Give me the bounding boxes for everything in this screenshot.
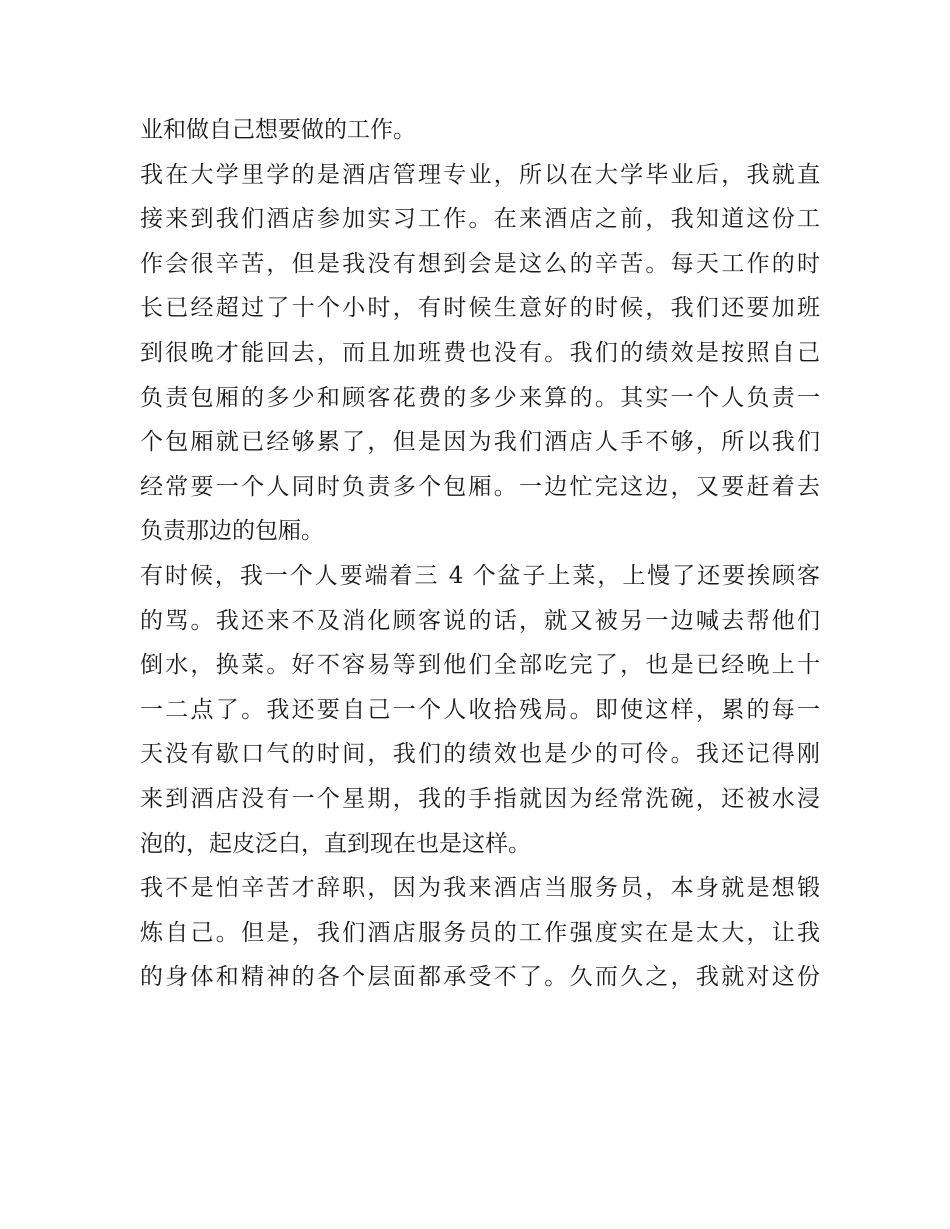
text-line: 到很晚才能回去，而且加班费也没有。我们的绩效是按照自己 xyxy=(140,339,820,366)
text-line: 一二点了。我还要自己一个人收拾残局。即使这样，累的每一 xyxy=(140,696,820,723)
text-line: 天没有歇口气的时间，我们的绩效也是少的可伶。我还记得刚 xyxy=(140,741,820,768)
body-text xyxy=(140,108,820,1000)
text-line: 炼自己。但是，我们酒店服务员的工作强度实在是太大，让我 xyxy=(140,919,820,946)
text-line: 的身体和精神的各个层面都承受不了。久而久之，我就对这份 xyxy=(140,964,820,991)
text-line: 长已经超过了十个小时，有时候生意好的时候，我们还要加班 xyxy=(140,295,820,322)
text-line: 我不是怕辛苦才辞职，因为我来酒店当服务员，本身就是想锻 xyxy=(140,875,820,902)
text-line: 有时候，我一个人要端着三 4 个盆子上菜，上慢了还要挨顾客 xyxy=(140,562,820,589)
text-line: 来到酒店没有一个星期，我的手指就因为经常洗碗，还被水浸 xyxy=(140,785,820,812)
text-line: 个包厢就已经够累了，但是因为我们酒店人手不够，所以我们 xyxy=(140,429,820,456)
text-line: 经常要一个人同时负责多个包厢。一边忙完这边，又要赶着去 xyxy=(140,473,820,500)
text-line: 接来到我们酒店参加实习工作。在来酒店之前，我知道这份工 xyxy=(140,206,820,233)
text-line: 业和做自己想要做的工作。 xyxy=(140,117,416,143)
text-line: 作会很辛苦，但是我没有想到会是这么的辛苦。每天工作的时 xyxy=(140,250,820,277)
text-line: 的骂。我还来不及消化顾客说的话，就又被另一边喊去帮他们 xyxy=(140,607,820,634)
text-line: 负责包厢的多少和顾客花费的多少来算的。其实一个人负责一 xyxy=(140,384,820,411)
text-line: 泡的，起皮泛白，直到现在也是这样。 xyxy=(140,830,531,857)
text-line: 我在大学里学的是酒店管理专业，所以在大学毕业后，我就直 xyxy=(140,161,820,188)
text-line: 负责那边的包厢。 xyxy=(140,518,324,545)
text-line: 倒水，换菜。好不容易等到他们全部吃完了，也是已经晚上十 xyxy=(140,652,820,679)
